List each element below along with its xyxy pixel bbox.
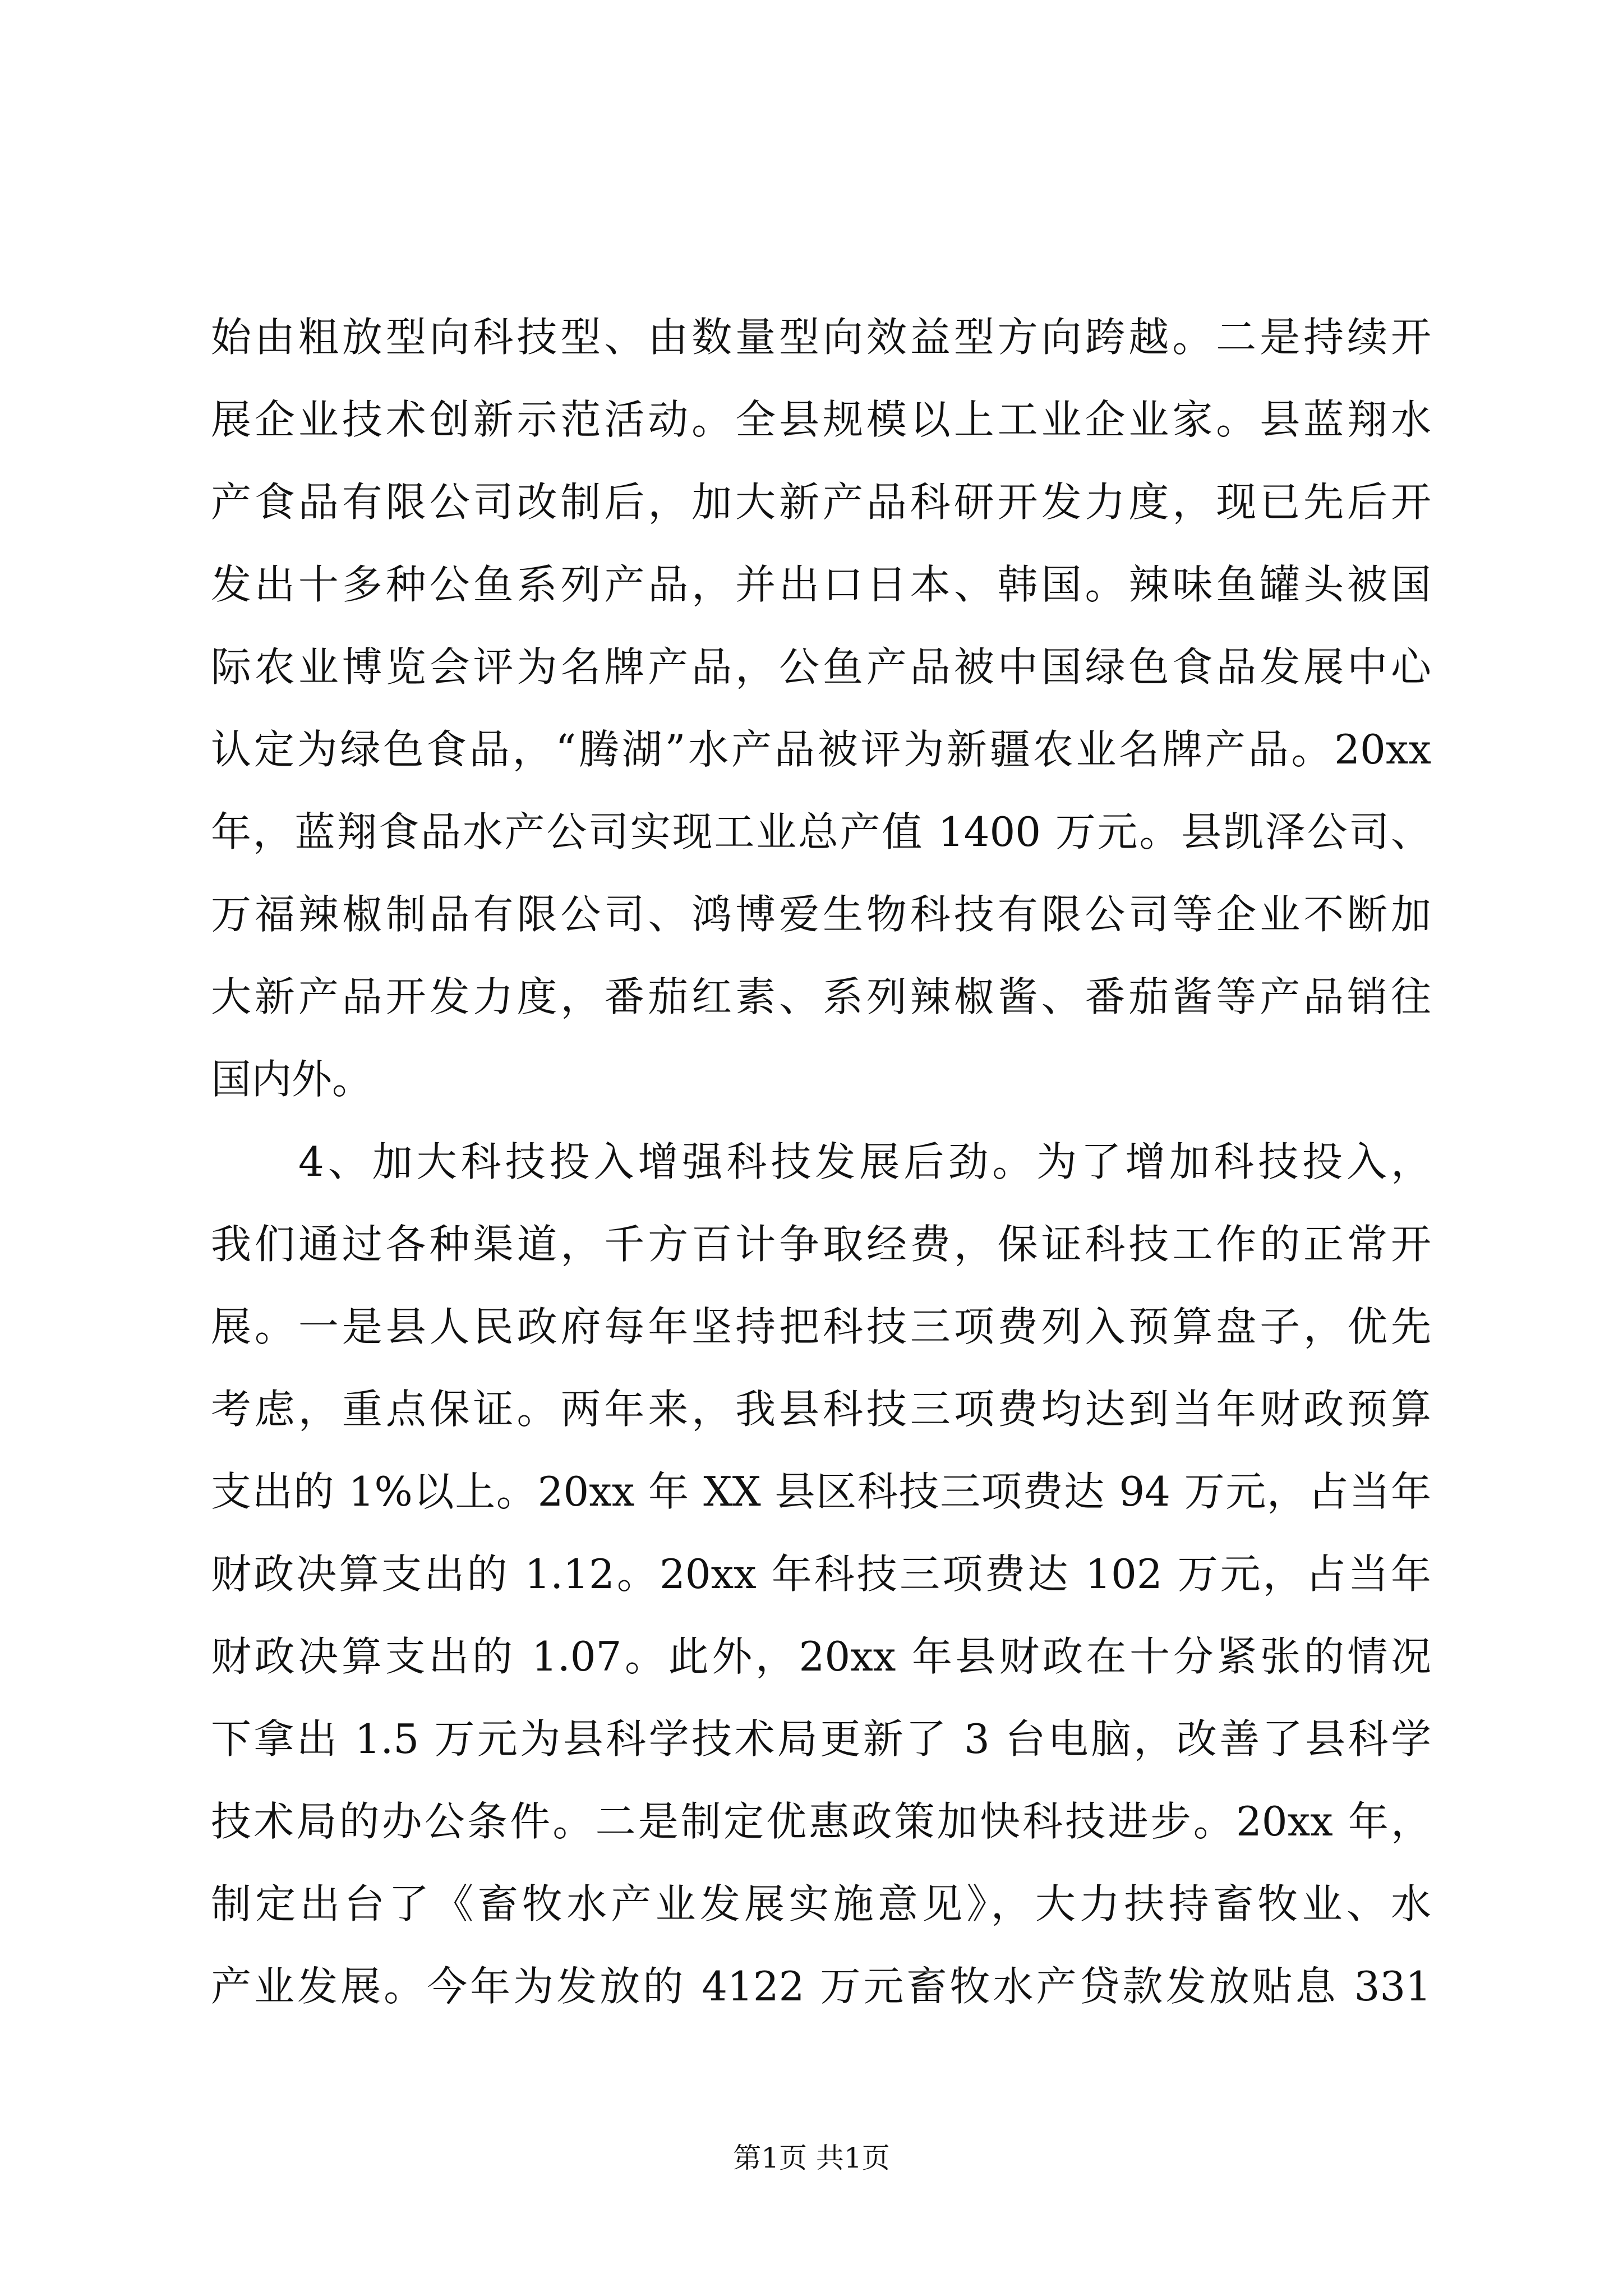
text-line: 产业发展。今年为发放的 4122 万元畜牧水产贷款发放贴息 331 [211, 1963, 1431, 2010]
text-line: 万福辣椒制品有限公司、鸿博爱生物科技有限公司等企业不断加 [211, 891, 1431, 938]
text-line: 年，蓝翔食品水产公司实现工业总产值 1400 万元。县凯泽公司、 [211, 808, 1431, 855]
text-line: 考虑，重点保证。两年来，我县科技三项费均达到当年财政预算 [211, 1386, 1431, 1433]
text-line: 认定为绿色食品，“腾湖”水产品被评为新疆农业名牌产品。20xx [211, 726, 1431, 773]
text-line: 制定出台了《畜牧水产业发展实施意见》，大力扶持畜牧业、水 [211, 1880, 1431, 1927]
text-line: 财政决算支出的 1.07。此外，20xx 年县财政在十分紧张的情况 [211, 1633, 1431, 1680]
body-text [211, 296, 1431, 2028]
text-line: 国内外。 [211, 1056, 373, 1103]
text-line: 展。一是县人民政府每年坚持把科技三项费列入预算盘子，优先 [211, 1303, 1431, 1350]
text-line: 财政决算支出的 1.12。20xx 年科技三项费达 102 万元，占当年 [211, 1550, 1431, 1598]
text-line: 发出十多种公鱼系列产品，并出口日本、韩国。辣味鱼罐头被国 [211, 561, 1431, 608]
text-line: 我们通过各种渠道，千方百计争取经费，保证科技工作的正常开 [211, 1221, 1431, 1268]
text-line: 展企业技术创新示范活动。全县规模以上工业企业家。县蓝翔水 [211, 396, 1431, 443]
text-line: 技术局的办公条件。二是制定优惠政策加快科技进步。20xx 年， [211, 1798, 1431, 1845]
text-line: 大新产品开发力度，番茄红素、系列辣椒酱、番茄酱等产品销往 [211, 973, 1431, 1020]
paragraph-start-line: 4、加大科技投入增强科技发展后劲。为了增加科技投入， [298, 1138, 1431, 1185]
text-line: 下拿出 1.5 万元为县科学技术局更新了 3 台电脑，改善了县科学 [211, 1715, 1431, 1763]
text-line: 支出的 1%以上。20xx 年 XX 县区科技三项费达 94 万元，占当年 [211, 1468, 1431, 1515]
page-number-footer: 第1页 共1页 [733, 2142, 890, 2174]
text-line: 始由粗放型向科技型、由数量型向效益型方向跨越。二是持续开 [211, 314, 1431, 361]
text-line: 际农业博览会评为名牌产品，公鱼产品被中国绿色食品发展中心 [211, 643, 1431, 691]
text-line: 产食品有限公司改制后，加大新产品科研开发力度，现已先后开 [211, 478, 1431, 526]
